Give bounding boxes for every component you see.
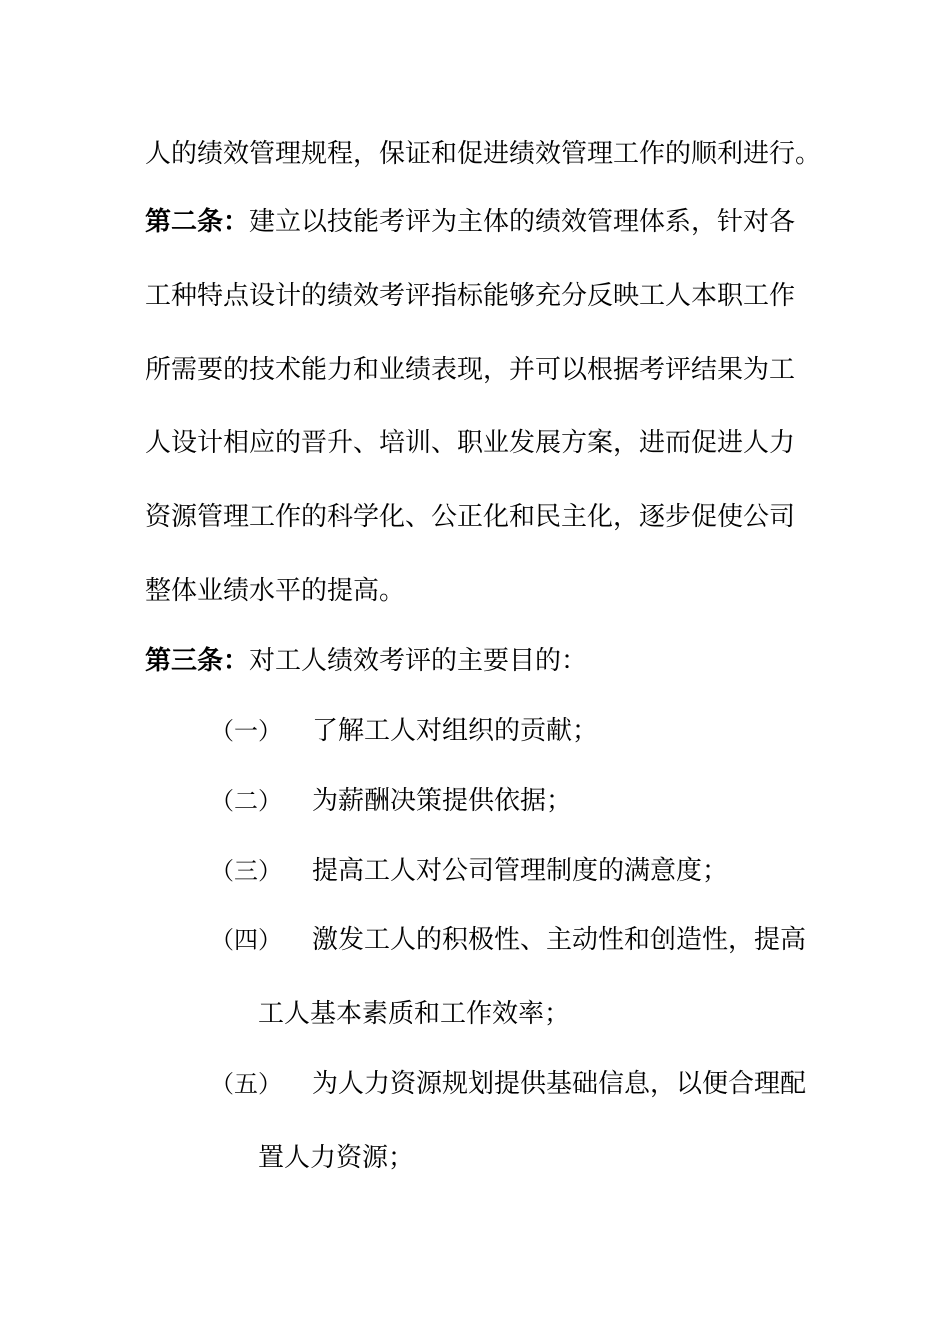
list-item-number: （五） — [210, 1070, 282, 1098]
list-item-continuation: 置人力资源； — [258, 1143, 415, 1173]
article-2-line-4: 人设计相应的晋升、培训、职业发展方案，进而促进人力 — [145, 428, 796, 458]
list-item-number: （二） — [210, 787, 282, 815]
article-2-heading: 第二条： — [145, 207, 250, 237]
article-2-line-2: 工种特点设计的绩效考评指标能够充分反映工人本职工作 — [145, 281, 796, 311]
list-item-text: 激发工人的积极性、主动性和创造性，提高 — [312, 925, 807, 955]
article-2-line-1: 建立以技能考评为主体的绩效管理体系，针对各 — [249, 207, 796, 237]
article-2-first-line — [145, 204, 795, 240]
list-item-continuation: 工人基本素质和工作效率； — [258, 999, 571, 1029]
list-item-text: 提高工人对公司管理制度的满意度； — [312, 856, 729, 886]
article-2-line-6: 整体业绩水平的提高。 — [145, 576, 406, 606]
intro-continuation-line: 人的绩效管理规程，保证和促进绩效管理工作的顺利进行。 — [145, 139, 822, 169]
list-item-number: （一） — [210, 717, 282, 745]
list-item-number: （三） — [210, 857, 282, 885]
article-2-line-3: 所需要的技术能力和业绩表现，并可以根据考评结果为工 — [145, 355, 796, 385]
article-3-heading: 第三条： — [145, 646, 250, 676]
article-3-intro: 对工人绩效考评的主要目的： — [249, 646, 588, 676]
list-item-text: 为薪酬决策提供依据； — [312, 786, 573, 816]
list-item-text: 了解工人对组织的贡献； — [312, 716, 599, 746]
article-2-line-5: 资源管理工作的科学化、公正化和民主化，逐步促使公司 — [145, 502, 796, 532]
article-3-first-line — [145, 643, 587, 679]
list-item-number: （四） — [210, 926, 282, 954]
list-item-text: 为人力资源规划提供基础信息，以便合理配 — [312, 1069, 807, 1099]
